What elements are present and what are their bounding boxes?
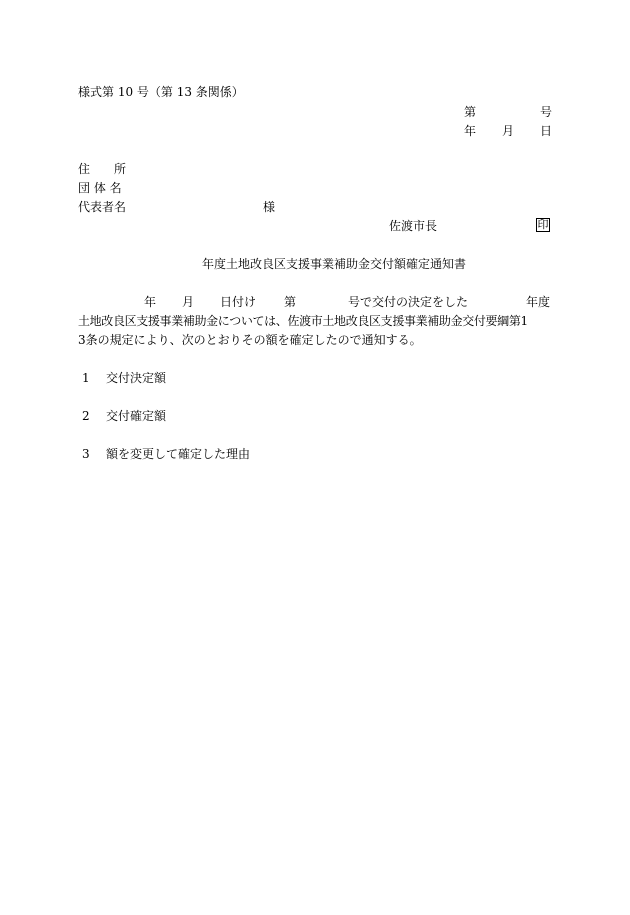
body-month: 月 [182,295,195,309]
body-decision: 号で交付の決定をした [348,295,469,309]
item-number: 2 [82,409,90,423]
item-3 [78,448,250,460]
body-number-prefix: 第 [284,295,297,309]
address-label: 住 所 [78,162,127,176]
body-line-3: 3条の規定により、次のとおりその額を確定したので通知する。 [78,333,422,347]
item-2 [78,410,166,422]
body-year: 年 [144,295,157,309]
seal-mark: 印 [537,218,549,231]
date-year-label: 年 [464,124,477,138]
item-number: 3 [82,447,90,461]
representative-label: 代表者名 [78,200,127,214]
issuer-name: 佐渡市長 [389,219,438,233]
item-text: 交付決定額 [106,371,167,385]
body-line-2: 土地改良区支援事業補助金については、佐渡市土地改良区支援事業補助金交付要綱第1 [78,314,528,328]
document-title: 年度土地改良区支援事業補助金交付額確定通知書 [202,257,467,271]
item-number: 1 [82,371,90,385]
date-day-label: 日 [540,124,553,138]
item-1 [78,372,166,384]
body-fiscal-year: 年度 [526,295,551,309]
body-dated: 日付け [220,295,257,309]
date-month-label: 月 [502,124,515,138]
form-number: 様式第 10 号（第 13 条関係） [78,85,244,99]
group-name-label: 団 体 名 [78,181,122,195]
issue-number-suffix: 号 [540,105,553,119]
issue-number-prefix: 第 [464,105,477,119]
item-text: 交付確定額 [106,409,167,423]
item-text: 額を変更して確定した理由 [106,447,251,461]
honorific: 様 [263,200,276,214]
